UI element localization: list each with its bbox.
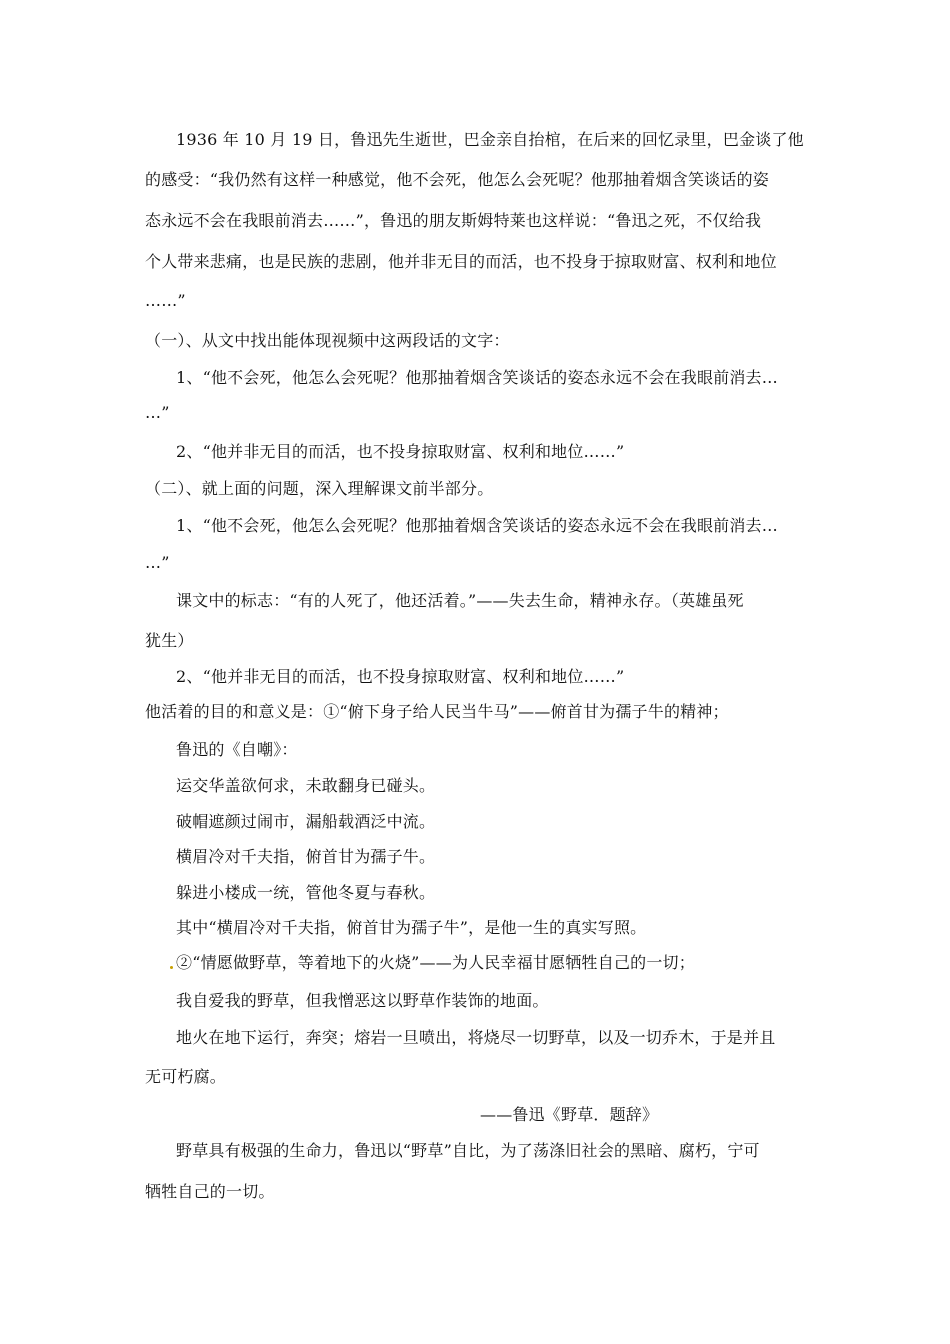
quote-line-2: 地火在地下运行，奔突；熔岩一旦喷出，将烧尽一切野草，以及一切乔木，于是并且	[176, 1028, 776, 1047]
poem-note: 其中“横眉冷对千夫指，俯首甘为孺子牛”，是他一生的真实写照。	[176, 918, 647, 937]
intro-line-1: 1936 年 10 月 19 日，鲁迅先生逝世，巴金亲自抬棺，在后来的回忆录里，巴金谈了他	[176, 130, 804, 149]
s1-item-1-line-2: …”	[145, 403, 170, 422]
section-1-heading: （一）、从文中找出能体现视频中这两段话的文字：	[145, 331, 510, 350]
poem-line-3: 横眉冷对千夫指，俯首甘为孺子牛。	[176, 847, 436, 866]
s1-item-2: 2、“他并非无目的而活，也不投身掠取财富、权利和地位……”	[176, 442, 625, 461]
quote-line-3: 无可朽腐。	[145, 1067, 227, 1086]
intro-line-2: 的感受：“我仍然有这样一种感觉，他不会死，他怎么会死呢？他那抽着烟含笑谈话的姿	[145, 170, 769, 189]
conclusion-line-2: 牺牲自己的一切。	[145, 1182, 275, 1201]
poem-line-4: 躲进小楼成一统，管他冬夏与春秋。	[176, 883, 436, 902]
intro-line-3: 态永远不会在我眼前消去……”，鲁迅的朋友斯姆特莱也这样说：“鲁迅之死，不仅给我	[145, 211, 762, 230]
point-2: ②“情愿做野草，等着地下的火烧”——为人民幸福甘愿牺牲自己的一切；	[176, 953, 695, 972]
s2-item-1-line-1: 1、“他不会死，他怎么会死呢？他那抽着烟含笑谈话的姿态永远不会在我眼前消去…	[176, 516, 778, 535]
s2-item-1-line-2: …”	[145, 553, 170, 572]
section-2-heading: （二）、就上面的问题，深入理解课文前半部分。	[145, 479, 494, 498]
quote-line-1: 我自爱我的野草，但我憎恶这以野草作装饰的地面。	[176, 991, 549, 1010]
s2-item-2: 2、“他并非无目的而活，也不投身掠取财富、权利和地位……”	[176, 667, 625, 686]
s1-item-1-line-1: 1、“他不会死，他怎么会死呢？他那抽着烟含笑谈话的姿态永远不会在我眼前消去…	[176, 368, 778, 387]
poem-line-2: 破帽遮颜过闹市，漏船载酒泛中流。	[176, 812, 436, 831]
intro-line-5: ……”	[145, 291, 186, 310]
s2-mark-line-2: 犹生）	[145, 631, 194, 650]
s2-mark-line-1: 课文中的标志：“有的人死了，他还活着。”——失去生命，精神永存。（英雄虽死	[176, 591, 744, 610]
conclusion-line-1: 野草具有极强的生命力，鲁迅以“野草”自比，为了荡涤旧社会的黑暗、腐朽，宁可	[176, 1141, 760, 1160]
intro-line-4: 个人带来悲痛，也是民族的悲剧，他并非无目的而活，也不投身于掠取财富、权利和地位	[145, 252, 777, 271]
poem-line-1: 运交华盖欲何求，未敢翻身已碰头。	[176, 776, 436, 795]
purpose-line: 他活着的目的和意义是：①“俯下身子给人民当牛马”——俯首甘为孺子牛的精神；	[145, 702, 729, 721]
quote-source: ——鲁迅《野草．题辞》	[480, 1105, 659, 1124]
marker-dot	[170, 966, 173, 969]
poem-title: 鲁迅的《自嘲》：	[176, 740, 298, 759]
